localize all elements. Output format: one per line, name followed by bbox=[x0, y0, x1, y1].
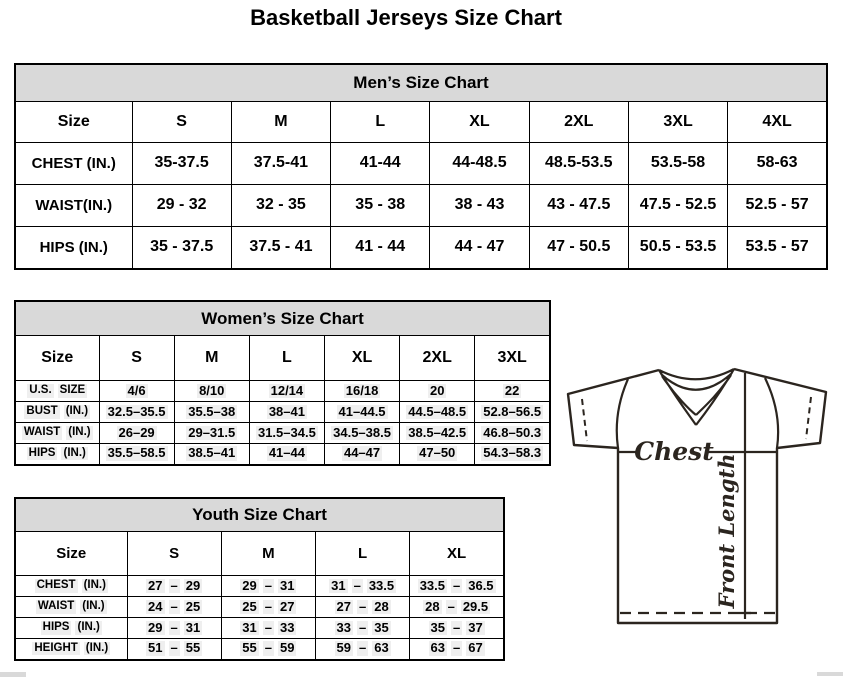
size-value-cell: 37.5-41 bbox=[231, 143, 330, 185]
size-value-cell bbox=[400, 381, 475, 402]
size-value-cell bbox=[99, 423, 174, 444]
highlighted-text: – bbox=[264, 640, 272, 656]
size-col-header: L bbox=[316, 532, 410, 576]
highlighted-text: 38.5–42.5 bbox=[408, 424, 467, 440]
highlighted-text: – bbox=[264, 598, 272, 614]
size-value-cell: 41-44 bbox=[331, 143, 430, 185]
size-col-header: 4XL bbox=[728, 102, 827, 143]
row-label bbox=[15, 597, 127, 618]
highlighted-text: 29.5 bbox=[462, 598, 489, 614]
highlighted-text: CHEST bbox=[36, 579, 76, 592]
highlighted-text: 20 bbox=[429, 382, 445, 398]
size-col-header: XL bbox=[410, 532, 504, 576]
size-value-cell: 35 - 38 bbox=[331, 185, 430, 227]
size-value-cell: 48.5-53.5 bbox=[529, 143, 628, 185]
size-value-cell bbox=[410, 597, 504, 618]
table-row bbox=[15, 444, 550, 465]
highlighted-text: 31 bbox=[185, 619, 201, 635]
highlighted-text: 12/14 bbox=[270, 382, 304, 398]
size-value-cell bbox=[174, 444, 249, 465]
highlighted-text: 33 bbox=[336, 619, 351, 635]
table-row bbox=[15, 597, 504, 618]
highlighted-text: 41–44 bbox=[268, 445, 305, 461]
row-label: WAIST(IN.) bbox=[15, 185, 132, 227]
mens-size-chart-table bbox=[14, 63, 828, 270]
size-value-cell bbox=[475, 381, 550, 402]
highlighted-text: 55 bbox=[185, 640, 201, 656]
row-label bbox=[15, 423, 99, 444]
size-value-cell: 37.5 - 41 bbox=[231, 227, 330, 269]
row-label bbox=[15, 618, 127, 639]
highlighted-text: 67 bbox=[468, 640, 483, 656]
sleeve-stitch-left-dashed bbox=[582, 399, 587, 441]
table-title: Women’s Size Chart bbox=[15, 301, 550, 336]
highlighted-text: 27 bbox=[336, 598, 351, 614]
highlighted-text: 46.8–50.3 bbox=[483, 424, 542, 440]
table-title-row bbox=[15, 64, 827, 102]
size-col-header: 2XL bbox=[529, 102, 628, 143]
highlighted-text: WAIST bbox=[37, 600, 75, 613]
highlighted-text: 59 bbox=[336, 640, 351, 656]
size-value-cell bbox=[324, 444, 399, 465]
size-value-cell bbox=[249, 381, 324, 402]
size-value-cell bbox=[127, 576, 221, 597]
size-value-cell bbox=[221, 618, 315, 639]
size-value-cell bbox=[174, 423, 249, 444]
highlighted-text: 31 bbox=[331, 577, 346, 593]
highlighted-text: 27 bbox=[279, 598, 295, 614]
highlighted-text: – bbox=[359, 619, 367, 635]
highlighted-text: – bbox=[170, 640, 178, 656]
highlighted-text: – bbox=[453, 577, 461, 593]
size-col-header: M bbox=[221, 532, 315, 576]
highlighted-text: 34.5–38.5 bbox=[333, 424, 391, 440]
page-edge-artifact-right bbox=[817, 672, 843, 676]
highlighted-text: 47–50 bbox=[419, 445, 456, 461]
size-value-cell bbox=[410, 639, 504, 660]
size-corner-header: Size bbox=[15, 336, 99, 381]
highlighted-text: 35.5–38 bbox=[188, 403, 236, 419]
size-col-header: XL bbox=[430, 102, 529, 143]
highlighted-text: 8/10 bbox=[199, 382, 225, 398]
size-value-cell bbox=[99, 402, 174, 423]
highlighted-text: 33.5 bbox=[368, 577, 395, 593]
highlighted-text: (IN.) bbox=[85, 642, 109, 655]
size-value-cell bbox=[316, 618, 410, 639]
highlighted-text: (IN.) bbox=[63, 447, 86, 460]
size-value-cell bbox=[174, 381, 249, 402]
highlighted-text: (IN.) bbox=[83, 579, 106, 592]
highlighted-text: 44.5–48.5 bbox=[408, 403, 467, 419]
size-value-cell bbox=[400, 423, 475, 444]
table-title-row bbox=[15, 498, 504, 532]
highlighted-text: 35.5–58.5 bbox=[107, 445, 166, 461]
jersey-measurement-diagram bbox=[556, 365, 843, 633]
size-value-cell bbox=[410, 576, 504, 597]
size-value-cell bbox=[400, 402, 475, 423]
highlighted-text: 29 bbox=[242, 577, 257, 593]
highlighted-text: – bbox=[170, 577, 178, 593]
row-label bbox=[15, 402, 99, 423]
size-corner-header: Size bbox=[15, 102, 132, 143]
front-length-label: Front Length bbox=[714, 453, 739, 609]
size-col-header: 3XL bbox=[475, 336, 550, 381]
table-row bbox=[15, 143, 827, 185]
highlighted-text: 63 bbox=[374, 640, 389, 656]
highlighted-text: 27 bbox=[148, 577, 163, 593]
highlighted-text: – bbox=[359, 640, 367, 656]
size-value-cell: 43 - 47.5 bbox=[529, 185, 628, 227]
size-value-cell: 32 - 35 bbox=[231, 185, 330, 227]
highlighted-text: 16/18 bbox=[345, 382, 379, 398]
highlighted-text: 35 bbox=[430, 619, 445, 635]
size-col-header: L bbox=[331, 102, 430, 143]
highlighted-text: 63 bbox=[430, 640, 445, 656]
table-title: Youth Size Chart bbox=[15, 498, 504, 532]
highlighted-text: 25 bbox=[242, 598, 257, 614]
highlighted-text: HIPS bbox=[28, 447, 56, 460]
highlighted-text: – bbox=[453, 640, 461, 656]
size-value-cell: 29 - 32 bbox=[132, 185, 231, 227]
row-label bbox=[15, 576, 127, 597]
highlighted-text: SIZE bbox=[59, 384, 86, 397]
column-header-row bbox=[15, 336, 550, 381]
highlighted-text: 28 bbox=[425, 598, 440, 614]
size-col-header: XL bbox=[324, 336, 399, 381]
highlighted-text: 36.5 bbox=[468, 577, 494, 593]
highlighted-text: 44–47 bbox=[343, 445, 381, 461]
highlighted-text: – bbox=[447, 598, 455, 614]
size-value-cell bbox=[475, 423, 550, 444]
size-col-header: S bbox=[132, 102, 231, 143]
size-value-cell: 52.5 - 57 bbox=[728, 185, 827, 227]
row-label bbox=[15, 444, 99, 465]
highlighted-text: 32.5–35.5 bbox=[107, 403, 166, 419]
highlighted-text: 51 bbox=[148, 640, 163, 656]
size-col-header: M bbox=[174, 336, 249, 381]
highlighted-text: (IN.) bbox=[68, 426, 91, 439]
highlighted-text: 28 bbox=[374, 598, 389, 614]
highlighted-text: 52.8–56.5 bbox=[483, 403, 542, 419]
size-col-header: 3XL bbox=[628, 102, 727, 143]
highlighted-text: (IN.) bbox=[77, 621, 100, 634]
highlighted-text: 41–44.5 bbox=[338, 403, 386, 419]
highlighted-text: 31 bbox=[279, 577, 295, 593]
size-value-cell bbox=[249, 444, 324, 465]
highlighted-text: HEIGHT bbox=[34, 642, 78, 655]
jersey-outline-path bbox=[568, 369, 826, 623]
size-col-header: 2XL bbox=[400, 336, 475, 381]
highlighted-text: 38–41 bbox=[268, 403, 305, 419]
table-row bbox=[15, 576, 504, 597]
size-value-cell bbox=[221, 597, 315, 618]
size-value-cell bbox=[316, 597, 410, 618]
size-value-cell bbox=[174, 402, 249, 423]
table-row bbox=[15, 639, 504, 660]
column-header-row bbox=[15, 532, 504, 576]
row-label bbox=[15, 639, 127, 660]
size-corner-header: Size bbox=[15, 532, 127, 576]
highlighted-text: U.S. bbox=[29, 384, 52, 397]
size-value-cell bbox=[221, 639, 315, 660]
column-header-row bbox=[15, 102, 827, 143]
size-value-cell: 47.5 - 52.5 bbox=[628, 185, 727, 227]
table-row bbox=[15, 227, 827, 269]
size-value-cell bbox=[316, 576, 410, 597]
size-value-cell: 44-48.5 bbox=[430, 143, 529, 185]
size-value-cell bbox=[324, 381, 399, 402]
size-col-header: S bbox=[99, 336, 174, 381]
size-value-cell bbox=[127, 618, 221, 639]
highlighted-text: 29–31.5 bbox=[188, 424, 236, 440]
size-value-cell bbox=[249, 423, 324, 444]
highlighted-text: – bbox=[453, 619, 461, 635]
highlighted-text: 37 bbox=[468, 619, 483, 635]
table-title: Men’s Size Chart bbox=[15, 64, 827, 102]
highlighted-text: 31 bbox=[242, 619, 257, 635]
size-value-cell: 41 - 44 bbox=[331, 227, 430, 269]
size-value-cell: 35-37.5 bbox=[132, 143, 231, 185]
table-title-row bbox=[15, 301, 550, 336]
highlighted-text: WAIST bbox=[23, 426, 61, 439]
highlighted-text: – bbox=[353, 577, 361, 593]
highlighted-text: 59 bbox=[279, 640, 295, 656]
highlighted-text: 29 bbox=[148, 619, 163, 635]
size-value-cell: 35 - 37.5 bbox=[132, 227, 231, 269]
size-value-cell: 50.5 - 53.5 bbox=[628, 227, 727, 269]
highlighted-text: – bbox=[170, 619, 178, 635]
size-value-cell: 53.5 - 57 bbox=[728, 227, 827, 269]
page-edge-artifact-left bbox=[0, 672, 26, 677]
highlighted-text: 33 bbox=[279, 619, 295, 635]
highlighted-text: 54.3–58.3 bbox=[483, 445, 542, 461]
highlighted-text: 24 bbox=[148, 598, 163, 614]
jersey-collar bbox=[659, 369, 734, 425]
size-value-cell bbox=[316, 639, 410, 660]
size-value-cell bbox=[127, 639, 221, 660]
highlighted-text: 31.5–34.5 bbox=[257, 424, 316, 440]
highlighted-text: 26–29 bbox=[118, 424, 155, 440]
chest-label: Chest bbox=[634, 437, 714, 466]
row-label: HIPS (IN.) bbox=[15, 227, 132, 269]
size-value-cell: 58-63 bbox=[728, 143, 827, 185]
sleeve-stitch-right-dashed bbox=[806, 397, 811, 439]
row-label bbox=[15, 381, 99, 402]
table-row bbox=[15, 381, 550, 402]
highlighted-text: (IN.) bbox=[82, 600, 105, 613]
highlighted-text: – bbox=[170, 598, 178, 614]
size-value-cell bbox=[127, 597, 221, 618]
size-value-cell bbox=[410, 618, 504, 639]
size-value-cell bbox=[324, 423, 399, 444]
highlighted-text: (IN.) bbox=[65, 405, 89, 418]
table-row bbox=[15, 402, 550, 423]
size-value-cell bbox=[400, 444, 475, 465]
highlighted-text: – bbox=[264, 577, 272, 593]
highlighted-text: 38.5–41 bbox=[188, 445, 236, 461]
size-col-header: S bbox=[127, 532, 221, 576]
highlighted-text: 55 bbox=[242, 640, 257, 656]
highlighted-text: HIPS bbox=[42, 621, 70, 634]
size-value-cell bbox=[324, 402, 399, 423]
size-col-header: M bbox=[231, 102, 330, 143]
table-row bbox=[15, 185, 827, 227]
womens-size-chart-table bbox=[14, 300, 551, 466]
size-value-cell bbox=[475, 402, 550, 423]
size-value-cell bbox=[99, 444, 174, 465]
youth-size-chart-table bbox=[14, 497, 505, 661]
size-value-cell bbox=[249, 402, 324, 423]
row-label: CHEST (IN.) bbox=[15, 143, 132, 185]
size-col-header: L bbox=[249, 336, 324, 381]
highlighted-text: 35 bbox=[374, 619, 389, 635]
size-value-cell: 38 - 43 bbox=[430, 185, 529, 227]
page-title: Basketball Jerseys Size Chart bbox=[250, 5, 562, 30]
highlighted-text: 25 bbox=[185, 598, 201, 614]
table-row bbox=[15, 618, 504, 639]
highlighted-text: 29 bbox=[185, 577, 201, 593]
highlighted-text: 4/6 bbox=[127, 382, 146, 398]
highlighted-text: – bbox=[264, 619, 272, 635]
table-row bbox=[15, 423, 550, 444]
size-value-cell: 53.5-58 bbox=[628, 143, 727, 185]
size-value-cell bbox=[221, 576, 315, 597]
front-length-measure-line bbox=[739, 373, 751, 619]
highlighted-text: – bbox=[359, 598, 367, 614]
size-value-cell bbox=[99, 381, 174, 402]
size-value-cell: 47 - 50.5 bbox=[529, 227, 628, 269]
highlighted-text: BUST bbox=[26, 405, 58, 418]
size-value-cell bbox=[475, 444, 550, 465]
size-value-cell: 44 - 47 bbox=[430, 227, 529, 269]
highlighted-text: 22 bbox=[504, 382, 520, 398]
highlighted-text: 33.5 bbox=[419, 577, 445, 593]
